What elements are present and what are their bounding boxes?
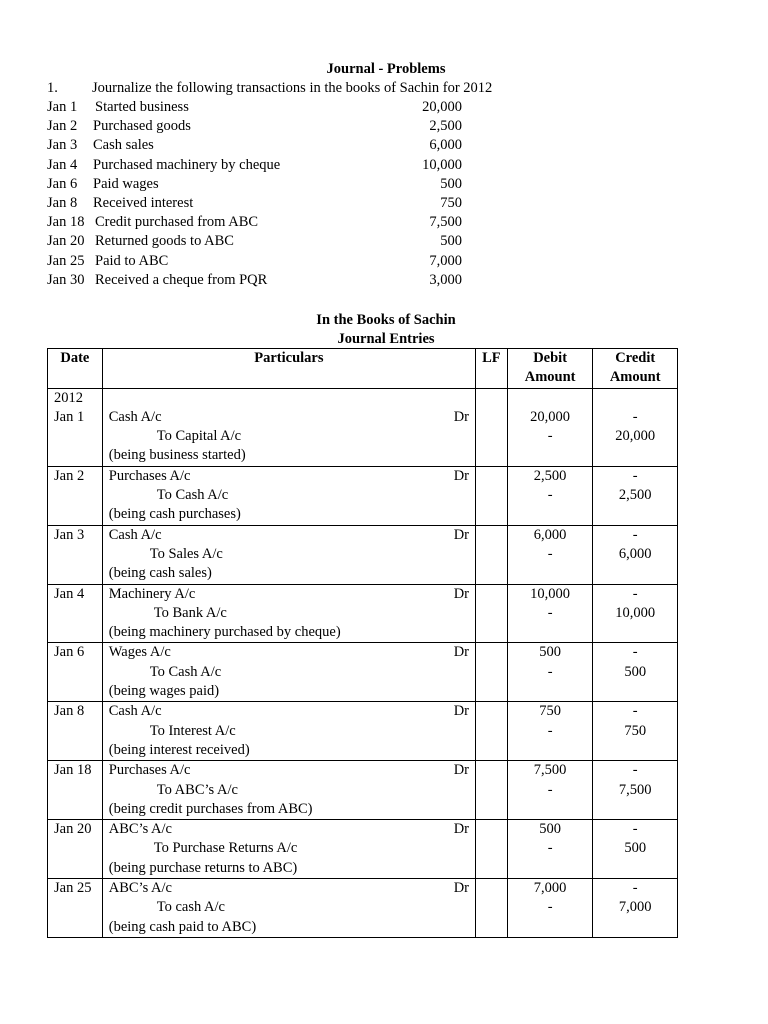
journal-entry-row bbox=[48, 584, 678, 643]
entry-particulars bbox=[102, 879, 475, 938]
journal-entry-row bbox=[48, 643, 678, 702]
entry-lf bbox=[476, 584, 508, 643]
entry-date-cell bbox=[48, 525, 103, 584]
entry-particulars bbox=[102, 820, 475, 879]
entry-lf bbox=[476, 525, 508, 584]
entry-debit bbox=[507, 761, 593, 820]
entry-particulars bbox=[102, 761, 475, 820]
transaction-date: Jan 18 bbox=[47, 214, 85, 231]
transaction-date: Jan 25 bbox=[47, 252, 85, 269]
credit-account: To Purchase Returns A/c bbox=[153, 840, 298, 857]
credit-dash: - bbox=[632, 467, 638, 484]
debit-account: ABC’s A/c bbox=[108, 821, 172, 838]
narration: (being cash purchases) bbox=[108, 506, 241, 523]
transaction-description: Credit purchased from ABC bbox=[95, 214, 259, 231]
debit-amount: 500 bbox=[539, 644, 561, 661]
credit-dash: - bbox=[632, 880, 638, 897]
transaction-description: Paid to ABC bbox=[95, 252, 169, 269]
entry-lf bbox=[476, 820, 508, 879]
column-debit: Debit Amount bbox=[507, 349, 593, 389]
journal-entry-row bbox=[48, 702, 678, 761]
entry-date: Jan 25 bbox=[54, 880, 92, 897]
narration: (being cash paid to ABC) bbox=[108, 918, 257, 935]
journal-entry-row bbox=[48, 820, 678, 879]
entry-credit bbox=[593, 525, 678, 584]
journal-entry-row bbox=[48, 879, 678, 938]
entry-date-cell bbox=[48, 820, 103, 879]
transaction-description: Purchased goods bbox=[93, 118, 191, 135]
dr-marker: Dr bbox=[453, 585, 469, 602]
transaction-date: Jan 30 bbox=[47, 271, 85, 288]
entry-date: Jan 2 bbox=[54, 467, 85, 484]
credit-dash: - bbox=[632, 408, 638, 425]
debit-dash: - bbox=[547, 604, 553, 621]
transaction-amount: 7,000 bbox=[429, 252, 462, 269]
credit-amount: 7,000 bbox=[618, 899, 652, 916]
dr-marker: Dr bbox=[453, 880, 469, 897]
entry-date: Jan 3 bbox=[54, 526, 85, 543]
transaction-description: Cash sales bbox=[93, 137, 154, 154]
credit-account: To Interest A/c bbox=[149, 722, 236, 739]
dr-marker: Dr bbox=[453, 467, 469, 484]
narration: (being business started) bbox=[108, 447, 246, 464]
narration: (being credit purchases from ABC) bbox=[108, 800, 313, 817]
transaction-row bbox=[47, 136, 462, 155]
column-lf: LF bbox=[476, 349, 508, 389]
entry-lf bbox=[476, 388, 508, 466]
debit-dash: - bbox=[547, 899, 553, 916]
credit-dash: - bbox=[632, 821, 638, 838]
entry-debit bbox=[507, 525, 593, 584]
entry-debit bbox=[507, 584, 593, 643]
transaction-amount: 500 bbox=[440, 233, 462, 250]
entry-credit bbox=[593, 820, 678, 879]
entry-credit bbox=[593, 761, 678, 820]
entry-lf bbox=[476, 761, 508, 820]
transaction-description: Purchased machinery by cheque bbox=[93, 156, 281, 173]
entry-debit bbox=[507, 879, 593, 938]
debit-amount: 7,500 bbox=[533, 762, 567, 779]
dr-marker: Dr bbox=[453, 408, 469, 425]
page-title: Journal - Problems bbox=[326, 61, 446, 77]
transaction-date: Jan 1 bbox=[47, 99, 78, 115]
entry-date-cell bbox=[48, 584, 103, 643]
transaction-description: Received interest bbox=[93, 195, 194, 211]
transaction-date: Jan 3 bbox=[47, 137, 78, 154]
journal-entry-row bbox=[48, 466, 678, 525]
entry-particulars bbox=[102, 584, 475, 643]
transaction-row bbox=[47, 156, 462, 175]
credit-account: To cash A/c bbox=[156, 899, 225, 916]
question-number: 1. bbox=[47, 80, 58, 96]
debit-amount: 750 bbox=[539, 703, 561, 720]
transaction-date: Jan 2 bbox=[47, 118, 78, 135]
debit-account: ABC’s A/c bbox=[108, 880, 172, 897]
credit-dash: - bbox=[632, 644, 638, 661]
transaction-row bbox=[47, 252, 462, 271]
journal-entry-row bbox=[48, 388, 678, 466]
credit-amount: 20,000 bbox=[615, 428, 656, 445]
credit-amount: 10,000 bbox=[615, 604, 656, 621]
debit-account: Purchases A/c bbox=[108, 467, 191, 484]
entry-date: Jan 6 bbox=[54, 644, 85, 661]
dr-marker: Dr bbox=[453, 762, 469, 779]
entry-particulars bbox=[102, 466, 475, 525]
books-title: In the Books of Sachin bbox=[316, 312, 456, 328]
entry-debit bbox=[507, 702, 593, 761]
column-date: Date bbox=[48, 349, 103, 389]
transaction-description: Paid wages bbox=[93, 175, 159, 192]
transaction-date: Jan 20 bbox=[47, 233, 85, 250]
entry-date: Jan 20 bbox=[54, 821, 92, 838]
debit-dash: - bbox=[547, 781, 553, 798]
credit-account: To ABC’s A/c bbox=[156, 781, 238, 798]
transaction-date: Jan 8 bbox=[47, 195, 78, 211]
entry-date-cell bbox=[48, 761, 103, 820]
transaction-row bbox=[47, 194, 462, 213]
transaction-amount: 2,500 bbox=[429, 118, 462, 135]
credit-amount: 7,500 bbox=[618, 781, 652, 798]
transaction-date: Jan 6 bbox=[47, 175, 78, 192]
debit-dash: - bbox=[547, 487, 553, 504]
debit-account: Cash A/c bbox=[108, 408, 162, 425]
entry-credit bbox=[593, 702, 678, 761]
entry-credit bbox=[593, 879, 678, 938]
entry-date-cell bbox=[48, 388, 103, 466]
transaction-row bbox=[47, 232, 462, 251]
transaction-amount: 500 bbox=[440, 175, 462, 192]
credit-account: To Capital A/c bbox=[156, 428, 242, 445]
transaction-amount: 20,000 bbox=[422, 99, 462, 115]
debit-account: Machinery A/c bbox=[108, 585, 196, 602]
credit-amount: 500 bbox=[624, 840, 647, 857]
credit-account: To Bank A/c bbox=[153, 604, 227, 621]
transaction-amount: 750 bbox=[440, 195, 462, 211]
transaction-row bbox=[47, 175, 462, 194]
journal-table bbox=[47, 348, 678, 938]
narration: (being purchase returns to ABC) bbox=[108, 859, 298, 876]
transaction-row bbox=[47, 117, 462, 136]
transaction-date: Jan 4 bbox=[47, 156, 78, 173]
credit-amount: 6,000 bbox=[618, 545, 652, 562]
debit-amount: 500 bbox=[539, 821, 561, 838]
entry-particulars bbox=[102, 525, 475, 584]
debit-amount: 10,000 bbox=[530, 585, 571, 602]
entry-credit bbox=[593, 584, 678, 643]
entry-year: 2012 bbox=[54, 389, 83, 406]
debit-account: Cash A/c bbox=[108, 526, 162, 543]
narration: (being cash sales) bbox=[108, 565, 212, 582]
transaction-amount: 6,000 bbox=[429, 137, 462, 154]
debit-amount: 20,000 bbox=[530, 408, 571, 425]
transaction-row bbox=[47, 213, 462, 232]
narration: (being interest received) bbox=[108, 741, 250, 758]
transaction-row bbox=[47, 271, 462, 290]
transaction-amount: 7,500 bbox=[429, 214, 462, 231]
credit-amount: 750 bbox=[624, 722, 647, 739]
debit-dash: - bbox=[547, 722, 553, 739]
transaction-description: Started business bbox=[95, 99, 189, 115]
narration: (being wages paid) bbox=[108, 683, 220, 700]
credit-dash: - bbox=[632, 526, 638, 543]
entry-credit bbox=[593, 466, 678, 525]
column-credit: Credit Amount bbox=[593, 349, 678, 389]
entry-debit bbox=[507, 466, 593, 525]
credit-dash: - bbox=[632, 762, 638, 779]
entry-particulars bbox=[102, 388, 475, 466]
question-line bbox=[47, 79, 492, 98]
narration: (being machinery purchased by cheque) bbox=[108, 624, 341, 641]
transaction-description: Received a cheque from PQR bbox=[95, 271, 268, 288]
debit-account: Purchases A/c bbox=[108, 762, 191, 779]
entry-date: Jan 18 bbox=[54, 762, 92, 779]
credit-account: To Cash A/c bbox=[156, 487, 229, 504]
dr-marker: Dr bbox=[453, 821, 469, 838]
credit-dash: - bbox=[632, 703, 638, 720]
credit-dash: - bbox=[632, 585, 638, 602]
column-particulars: Particulars bbox=[102, 349, 475, 389]
debit-amount: 2,500 bbox=[533, 467, 567, 484]
entry-credit bbox=[593, 388, 678, 466]
journal-entry-row bbox=[48, 525, 678, 584]
transaction-row bbox=[47, 98, 462, 117]
transaction-amount: 10,000 bbox=[422, 156, 462, 173]
entry-credit bbox=[593, 643, 678, 702]
dr-marker: Dr bbox=[453, 703, 469, 720]
entry-debit bbox=[507, 820, 593, 879]
debit-dash: - bbox=[547, 428, 553, 445]
entry-date: Jan 1 bbox=[54, 408, 85, 425]
entry-particulars bbox=[102, 702, 475, 761]
entry-date-cell bbox=[48, 879, 103, 938]
entry-debit bbox=[507, 643, 593, 702]
entry-lf bbox=[476, 643, 508, 702]
debit-dash: - bbox=[547, 545, 553, 562]
dr-marker: Dr bbox=[453, 644, 469, 661]
debit-dash: - bbox=[547, 663, 553, 680]
entry-lf bbox=[476, 466, 508, 525]
credit-account: To Sales A/c bbox=[149, 545, 223, 562]
dr-marker: Dr bbox=[453, 526, 469, 543]
transaction-description: Returned goods to ABC bbox=[95, 233, 234, 250]
debit-amount: 7,000 bbox=[533, 880, 567, 897]
entry-date-cell bbox=[48, 466, 103, 525]
credit-amount: 500 bbox=[624, 663, 647, 680]
credit-account: To Cash A/c bbox=[149, 663, 222, 680]
debit-account: Wages A/c bbox=[108, 644, 171, 661]
credit-amount: 2,500 bbox=[618, 487, 652, 504]
debit-dash: - bbox=[547, 840, 553, 857]
entry-date: Jan 4 bbox=[54, 585, 85, 602]
journal-title: Journal Entries bbox=[337, 331, 435, 347]
journal-header-row bbox=[48, 349, 678, 389]
question-text: Journalize the following transactions in the books of Sachin for 2012 bbox=[92, 80, 493, 96]
entry-date-cell bbox=[48, 643, 103, 702]
entry-lf bbox=[476, 879, 508, 938]
entry-date: Jan 8 bbox=[54, 703, 85, 720]
journal-entry-row bbox=[48, 761, 678, 820]
entry-particulars bbox=[102, 643, 475, 702]
entry-debit bbox=[507, 388, 593, 466]
debit-amount: 6,000 bbox=[533, 526, 567, 543]
transaction-amount: 3,000 bbox=[429, 271, 462, 288]
debit-account: Cash A/c bbox=[108, 703, 162, 720]
entry-lf bbox=[476, 702, 508, 761]
entry-date-cell bbox=[48, 702, 103, 761]
